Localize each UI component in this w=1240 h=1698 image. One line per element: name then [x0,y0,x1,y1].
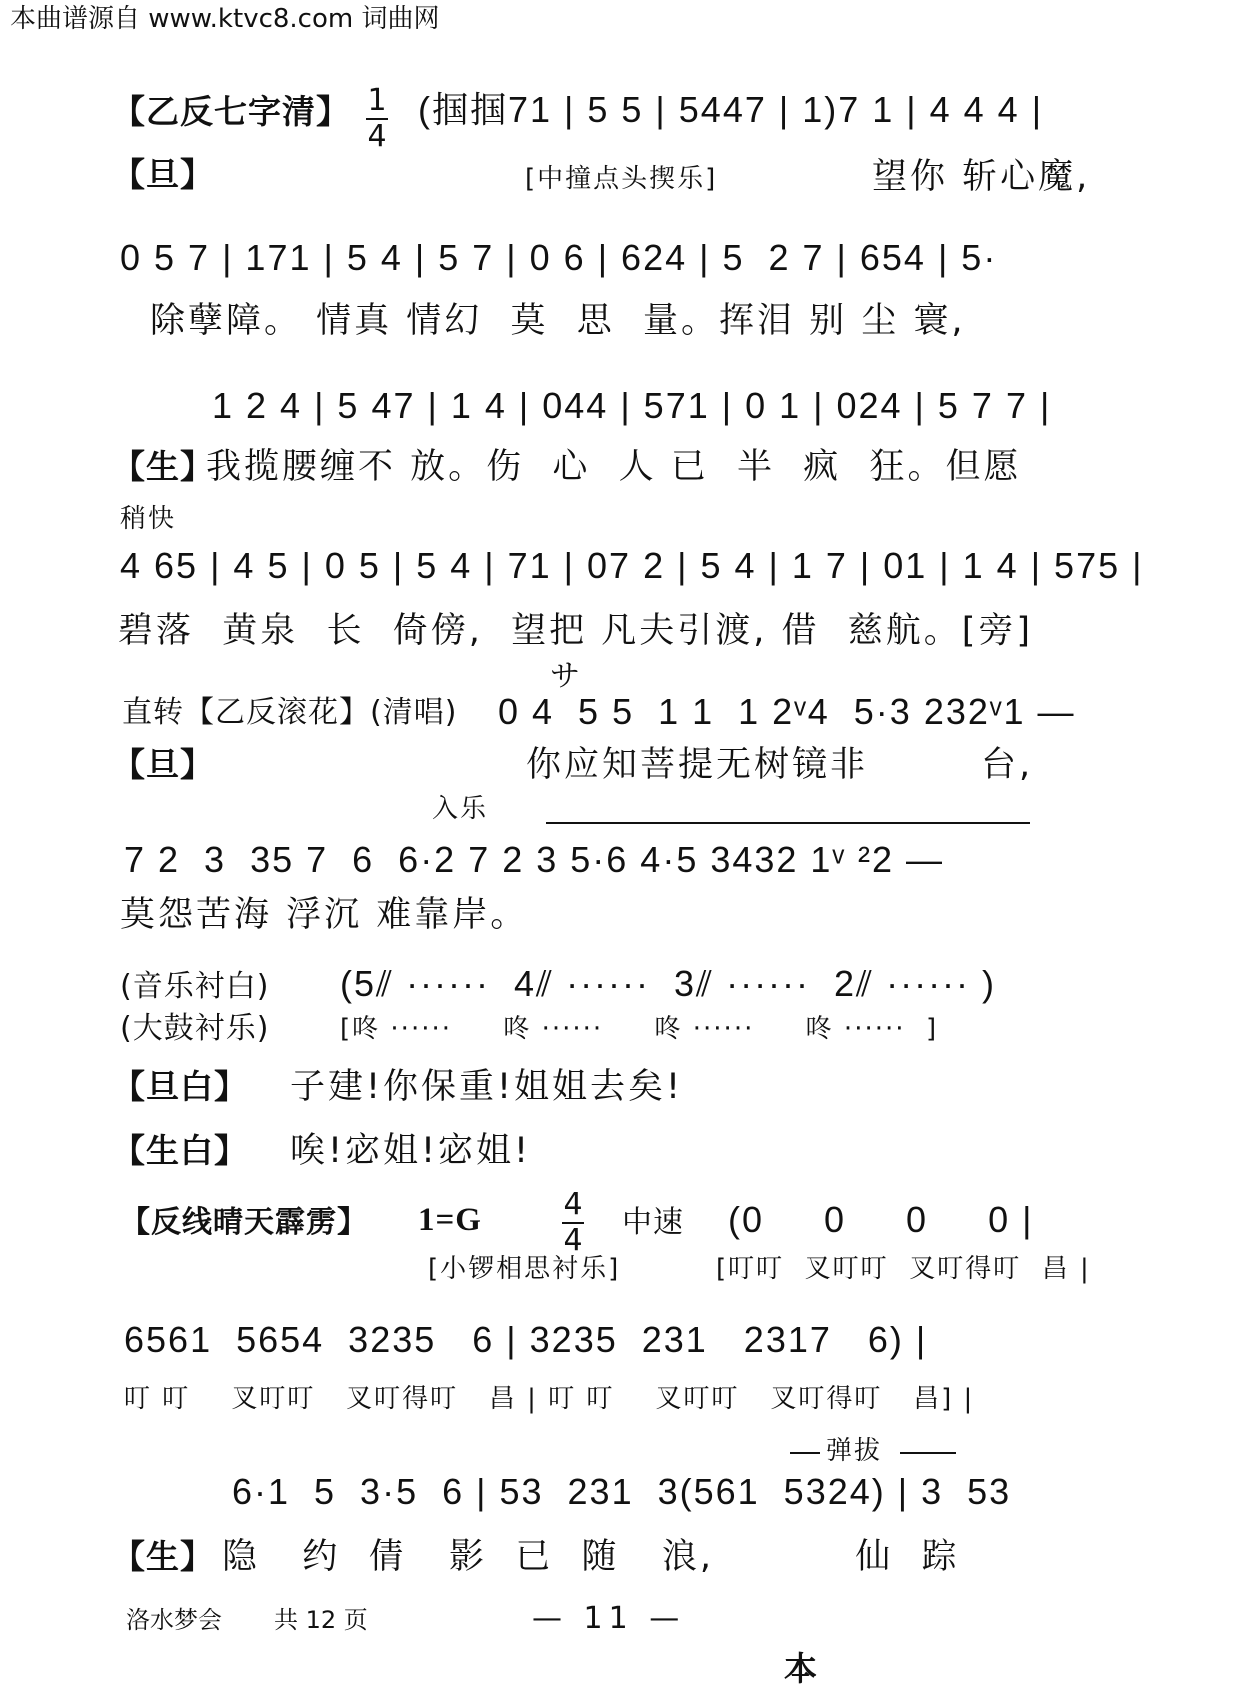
technique-bracket [900,1452,956,1454]
interlude-label: (大鼓衬乐) [120,1011,270,1046]
role-label: 【生】 [112,1537,214,1576]
tempo-marking: 中速 [622,1205,684,1240]
tune-name: 【反线晴天霹雳】 [120,1205,368,1240]
bottom-fragment: 本 [784,1649,818,1688]
role-label: 【旦】 [112,155,214,194]
time-signature [562,1187,584,1258]
notation-line: (0 0 0 0 | [728,1199,1034,1240]
meter-bottom: 4 [563,1223,583,1258]
interlude-percussion: [咚 ······ 咚 ······ 咚 ······ 咚 ······ ] [340,1014,939,1044]
lyrics-line: 除孽障。 情真 情幻 莫 思 量。挥泪 别 尘 寰, [150,301,966,341]
role-label: 【旦白】 [112,1067,248,1106]
slur-line [546,822,1030,824]
notation-line: 6·1 5 3·5 6 | 53 231 3(561 5324) | 3 53 [232,1471,1012,1512]
page-number: — 11 — [532,1601,686,1636]
tune-name: 【乙反七字清】 [112,92,350,131]
interlude-notes: (5⫽ ······ 4⫽ ······ 3⫽ ······ 2⫽ ······ ) [340,963,997,1004]
tune-name: 直转【乙反滚花】(清唱) [122,695,458,730]
instrument-cue: [小锣相思衬乐] [428,1254,621,1284]
lyrics-line: 碧落 黄泉 长 倚傍, 望把 凡夫引渡, 借 慈航。[旁] [118,611,1034,651]
entry-mark: 入乐 [432,794,489,824]
notation-line: 1 2 4 | 5 47 | 1 4 | 044 | 571 | 0 1 | 024 | 5 7 7 | [212,385,1052,426]
role-label: 【旦】 [112,745,214,784]
dialogue-line: 子建!你保重!姐姐去矣! [290,1067,684,1107]
role-label: 【生】 [112,447,214,486]
key-signature: 1=G [418,1202,482,1238]
percussion-line: 叮 叮 叉叮叮 叉叮得叮 昌 | 叮 叮 叉叮叮 叉叮得叮 昌] | [124,1384,975,1414]
notation-line: 4 65 | 4 5 | 0 5 | 5 4 | 71 | 07 2 | 5 4 | 1 7 | 01 | 1 4 | 575 | [120,545,1144,586]
notation-line: (掴掴71 | 5 5 | 5447 | 1)7 1 | 4 4 4 | [418,89,1044,130]
percussion-line: [叮叮 叉叮叮 叉叮得叮 昌 | [716,1254,1091,1284]
lyrics-line: 你应知菩提无树镜非 台, [526,745,1034,785]
meter-bottom: 4 [367,119,387,154]
interlude-label: (音乐衬白) [120,969,270,1004]
tempo-marking: 稍快 [120,504,177,534]
meter-top: 4 [563,1187,583,1222]
lyrics-line: 隐 约 倩 影 已 随 浪, 仙 踪 [222,1537,960,1577]
technique-bracket [790,1452,820,1454]
technique-mark: 弹拔 [826,1436,883,1466]
notation-line: 7 2 3 35 7 6 6·2 7 2 3 5·6 4·5 3432 1ᵛ ²2 — [124,839,945,880]
dialogue-line: 唉!宓姐!宓姐! [290,1131,532,1171]
notation-line: 0 5 7 | 171 | 5 4 | 5 7 | 0 6 | 624 | 5 2 7 | 654 | 5· [120,237,998,278]
source-header: 本曲谱源自 www.ktvc8.com 词曲网 [10,4,440,34]
footer-page-count: 共 12 页 [274,1606,368,1634]
lyrics-line: 我揽腰缠不 放。伤 心 人 已 半 疯 狂。但愿 [206,447,1022,487]
footer-title: 洛水梦会 [126,1606,222,1634]
role-label: 【生白】 [112,1131,248,1170]
lyrics-line: 莫怨苦海 浮沉 难靠岸。 [120,895,529,935]
notation-line: 0 4 5 5 1 1 1 2ᵛ4 5·3 232ᵛ1 — [498,691,1076,732]
meter-top: 1 [367,83,387,118]
instrument-cue: [中撞点头揳乐] [525,164,718,194]
free-rhythm-mark: サ [550,659,581,694]
time-signature [366,83,388,154]
lyrics-line: 望你 斩心魔, [872,157,1091,197]
notation-line: 6561 5654 3235 6 | 3235 231 2317 6) | [124,1319,928,1360]
